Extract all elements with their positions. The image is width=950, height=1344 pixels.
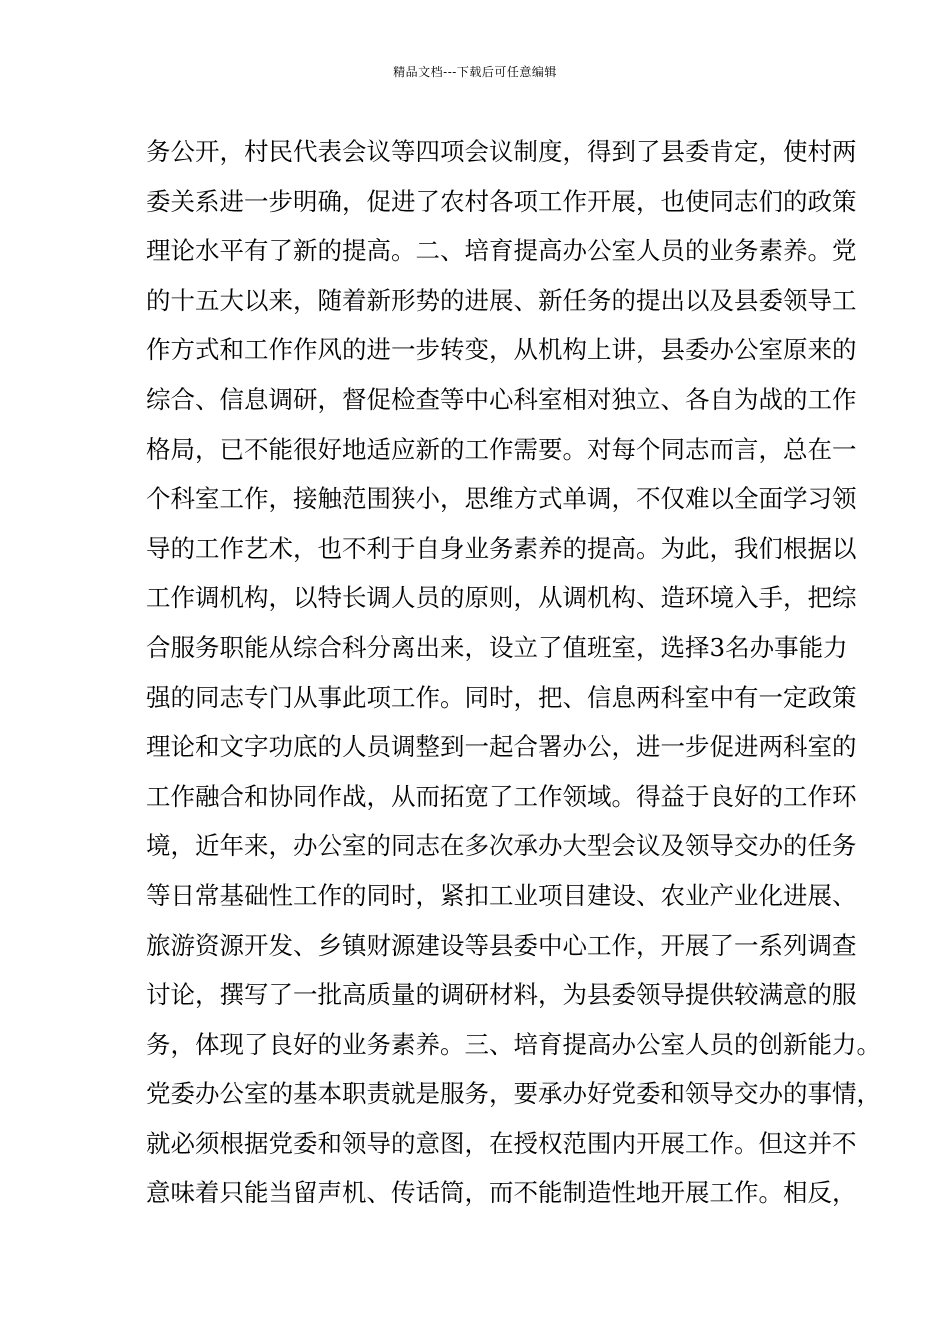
- text-line-19: 务，体现了良好的业务素养。三、培育提高办公室人员的创新能力。: [146, 1029, 881, 1059]
- text-line-12: 强的同志专门从事此项工作。同时，把、信息两科室中有一定政策: [146, 682, 857, 712]
- text-line-9: 导的工作艺术，也不利于自身业务素养的提高。为此，我们根据以: [146, 533, 857, 563]
- text-line-5: 作方式和工作作风的进一步转变，从机构上讲，县委办公室原来的: [146, 335, 857, 365]
- text-line-17: 旅游资源开发、乡镇财源建设等县委中心工作，开展了一系列调查: [146, 930, 857, 960]
- body-text: [146, 132, 881, 1223]
- text-line-7: 格局，已不能很好地适应新的工作需要。对每个同志而言，总在一: [146, 434, 857, 464]
- text-line-8: 个科室工作，接触范围狭小，思维方式单调，不仅难以全面学习领: [146, 484, 857, 514]
- text-line-21: 就必须根据党委和领导的意图，在授权范围内开展工作。但这并不: [146, 1128, 857, 1158]
- text-line-11: 合服务职能从综合科分离出来，设立了值班室，选择3名办事能力: [146, 632, 848, 662]
- text-line-15: 境，近年来，办公室的同志在多次承办大型会议及领导交办的任务: [146, 831, 857, 861]
- text-line-2: 委关系进一步明确，促进了农村各项工作开展，也使同志们的政策: [146, 186, 857, 216]
- text-line-13: 理论和文字功底的人员调整到一起合署办公，进一步促进两科室的: [146, 732, 857, 762]
- text-line-18: 讨论，撰写了一批高质量的调研材料，为县委领导提供较满意的服: [146, 980, 857, 1010]
- text-line-6: 综合、信息调研，督促检查等中心科室相对独立、各自为战的工作: [146, 384, 857, 414]
- text-line-22: 意味着只能当留声机、传话筒，而不能制造性地开展工作。相反，: [146, 1178, 857, 1208]
- text-line-14: 工作融合和协同作战，从而拓宽了工作领域。得益于良好的工作环: [146, 781, 857, 811]
- text-line-4: 的十五大以来，随着新形势的进展、新任务的提出以及县委领导工: [146, 285, 857, 315]
- text-line-10: 工作调机构，以特长调人员的原则，从调机构、造环境入手，把综: [146, 583, 857, 613]
- text-line-16: 等日常基础性工作的同时，紧扣工业项目建设、农业产业化进展、: [146, 880, 857, 910]
- text-line-1: 务公开，村民代表会议等四项会议制度，得到了县委肯定，使村两: [146, 137, 857, 166]
- text-line-20: 党委办公室的基本职责就是服务，要承办好党委和领导交办的事情，: [146, 1079, 881, 1109]
- page-header: 精品文档---下载后可任意编辑: [393, 65, 557, 79]
- text-line-3: 理论水平有了新的提高。二、培育提高办公室人员的业务素养。党: [146, 236, 857, 266]
